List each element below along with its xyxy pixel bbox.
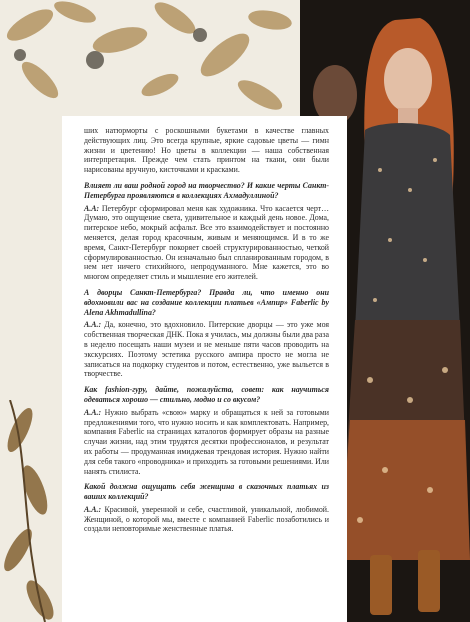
botanical-illustration-left: [0, 400, 62, 622]
speaker-1: А.А:: [84, 203, 100, 213]
speaker-3: А.А.:: [84, 407, 102, 417]
botanical-illustration-top: [0, 0, 300, 130]
answer-text-3: Нужно выбрать «свою» марку и обращаться к ней за готовыми предложениями того, что нужно носить и как комплектовать. Например, компания Faberlic на страницах каталогов формирует образы на разные случаи жизни, над этим трудятся десятки профессионалов, и результат их работы — продуманная имиджевая трендовая история. Нужно найти для себя такого «проводника» и приходить за готовыми решениями. Или нанять стилиста.: [84, 407, 329, 476]
answer-text-1: Петербург сформировал меня как художника. Что касается черт… Думаю, это ощущение света, удивительное и каждый день новое. Дома, питерское небо, мокрый асфальт. Все это взаимодействует и постоянно меняется, делая город красочным, живым и меняющимся. И в то же время, Санкт-Петербург покоряет своей структурированностью, четкой сформулированностью. Он изначально был спланированным городом, в нем нет ничего стихийного, непродуманного. Мне кажется, это во многом определяет стиль и мышление его жителей.: [84, 203, 329, 282]
answer-1: [84, 204, 329, 282]
question-1: Влияет ли ваш родной город на творчество? И какие черты Санкт-Петербурга проявляются в коллекциях Ахмадуллиной?: [84, 180, 329, 200]
answer-3: [84, 408, 329, 477]
speaker-2: А.А.:: [84, 320, 102, 330]
question-2: А дворцы Санкт-Петербурга? Правда ли, что именно они вдохновили вас на создание коллекции платьев «Ампир» Faberlic by Alena Akhmadullina?: [84, 287, 329, 317]
answer-4: [84, 505, 329, 534]
article-column: [62, 116, 347, 622]
question-3: Как fashion-гуру, дайте, пожалуйста, совет: как научиться одеваться хорошо — стильно, модно и со вкусом?: [84, 385, 329, 404]
article-intro: ших натюрморты с роскошными букетами в качестве главных действующих лиц. Это всегда крупные, яркие садовые цветы — гимн жизни и цветению! Но цветы в коллекции — наша собственная интерпретация. Прежде чем стать принтом на ткани, они были нарисованы вручную, кисточками и красками.: [84, 126, 329, 175]
answer-2: [84, 320, 329, 379]
question-4: Какой должна ощущать себя женщина в сказочных платьях из ваших коллекций?: [84, 482, 329, 502]
speaker-4: А.А.:: [84, 504, 102, 514]
answer-text-2: Да, конечно, это вдохновило. Питерские дворцы — это уже моя собственная творческая ДНК. Пока я училась, мы должны были два раза в неделю посещать наши музеи и не меньше пяти часов проводить на экскурсиях. Поэтому эстетика русского ампира просто не могла не записаться на подкорку студентов и потом, естественно, уже выльется в творчестве.: [84, 320, 329, 379]
answer-text-4: Красивой, уверенной и себе, счастливой, уникальной, любимой. Женщиной, о которой мы, вместе с компанией Faberlic позаботились и создали неповторимые женственные платья.: [84, 504, 329, 534]
